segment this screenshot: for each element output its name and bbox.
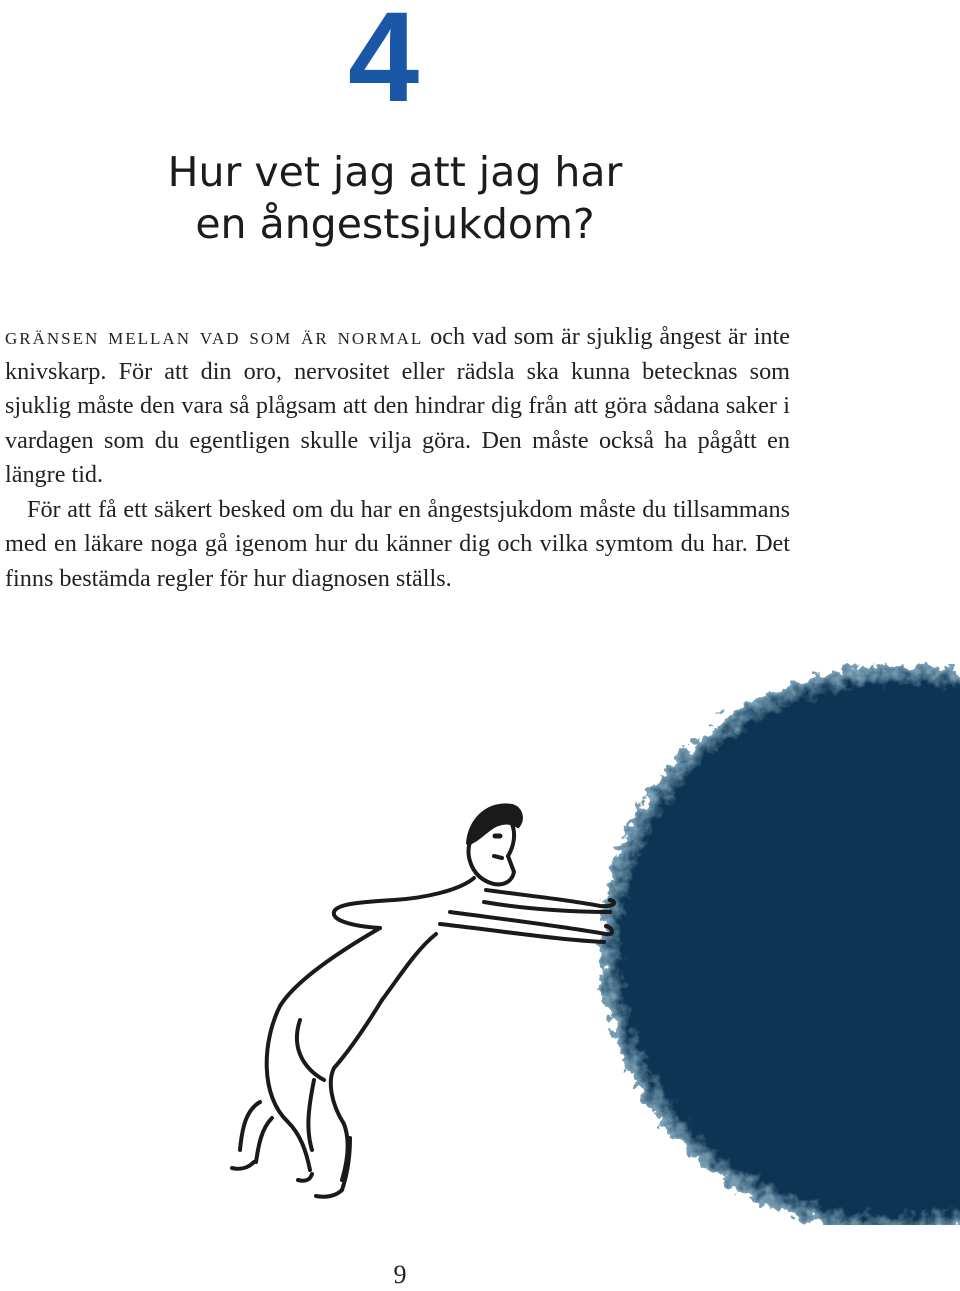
illustration-figure-pushing-ball [110,650,960,1225]
pushing-figure [232,805,614,1196]
dark-ball [600,665,960,1225]
chapter-number: 4 [348,0,418,129]
body-text [5,320,790,596]
paragraph-1-text: och vad som är sjuklig ångest är inte knivskarp. För att din oro, nervositet eller rädsla ska kunna betecknas som sjuklig måste den vara så plågsam att den hindrar dig från att göra sådana saker i vardagen som du egentligen skulle vilja göra. Den måste också ha pågått en längre tid. [5,323,790,488]
chapter-title-line-2: en ångestsjukdom? [195,200,595,248]
paragraph-1 [5,320,790,493]
chapter-title [0,146,790,250]
chapter-title-line-1: Hur vet jag att jag har [167,148,623,196]
paragraph-1-lead-in: gränsen mellan vad som är normal [5,323,424,350]
page-number: 9 [393,1260,407,1289]
paragraph-2: För att få ett säkert besked om du har en ångestsjukdom måste du tillsammans med en läkare noga gå igenom hur du känner dig och vilka symtom du har. Det finns bestämda regler för hur diagnosen ställs. [5,495,790,592]
